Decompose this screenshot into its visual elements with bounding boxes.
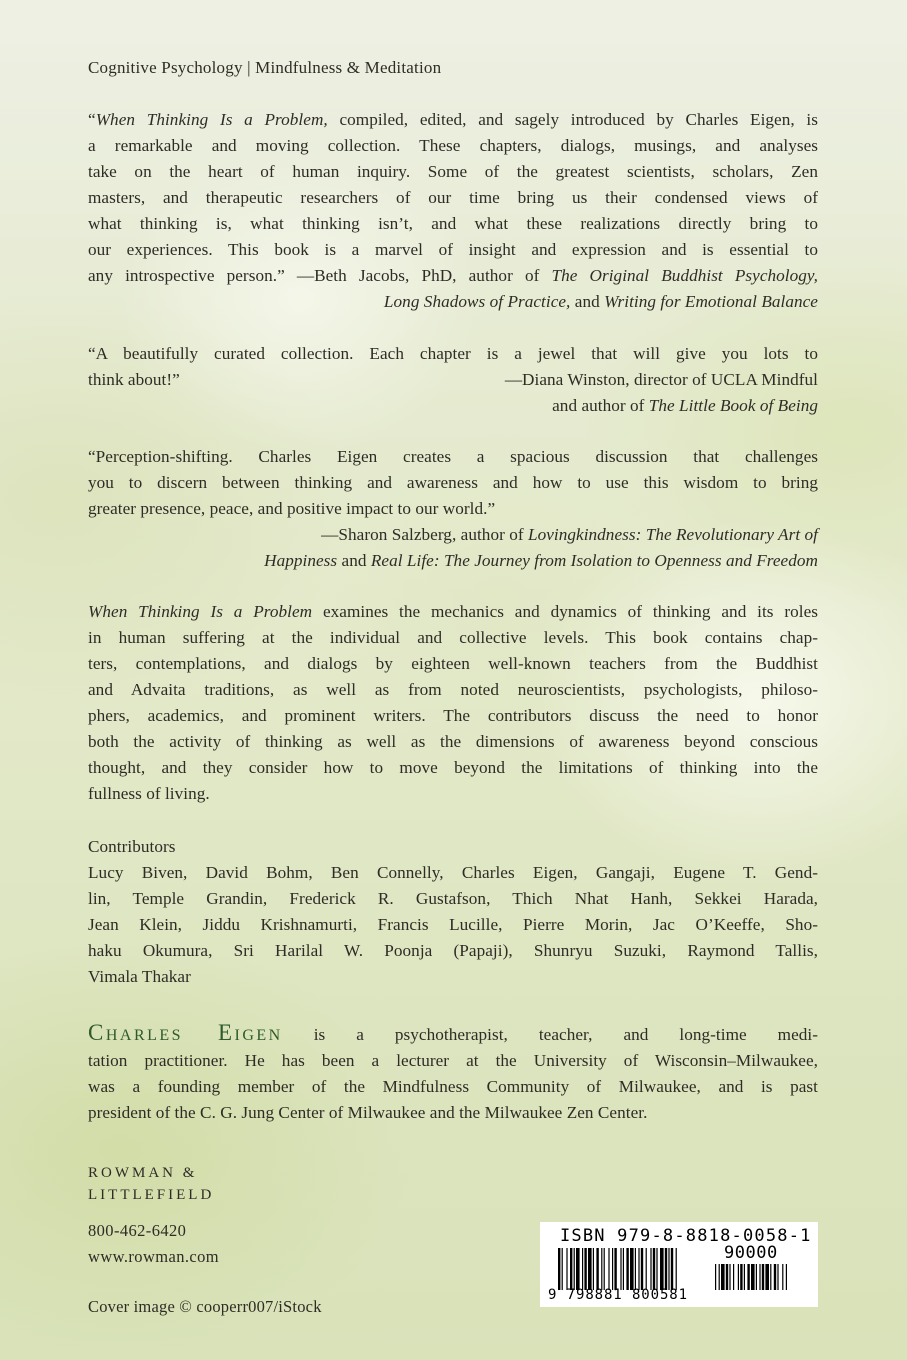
barcode-bar bbox=[665, 1248, 667, 1290]
barcode-addon-bar bbox=[759, 1264, 760, 1290]
publisher-phone: 800-462-6420 bbox=[88, 1221, 187, 1240]
barcode-bar bbox=[653, 1248, 655, 1290]
barcode-bar bbox=[638, 1248, 639, 1290]
bio-line: tation practitioner. He has been a lecturer at the University of Wisconsin–Milwaukee, bbox=[88, 1051, 818, 1070]
blurb-attribution: —Diana Winston, director of UCLA Mindful bbox=[504, 370, 818, 389]
barcode-addon-bar bbox=[719, 1264, 720, 1290]
isbn-barcode bbox=[540, 1222, 818, 1307]
blurb-line: “Perception-shifting. Charles Eigen creates a spacious discussion that challenges bbox=[88, 447, 818, 466]
blurb-attribution: Long Shadows of Practice, and Writing for Emotional Balance bbox=[383, 292, 818, 311]
bio-line: Charles Eigen is a psychotherapist, teacher, and long-time medi- bbox=[88, 1020, 819, 1045]
description-line: When Thinking Is a Problem examines the mechanics and dynamics of thinking and its roles bbox=[88, 602, 818, 621]
description-line: and Advaita traditions, as well as from noted neuroscientists, psychologists, philoso- bbox=[88, 680, 818, 699]
contributors-line: lin, Temple Grandin, Frederick R. Gustafson, Thich Nhat Hanh, Sekkei Harada, bbox=[88, 889, 818, 908]
barcode-bar bbox=[604, 1248, 605, 1290]
description-line: both the activity of thinking as well as the dimensions of awareness beyond conscious bbox=[88, 732, 818, 751]
barcode-bar bbox=[582, 1248, 583, 1290]
barcode-bar bbox=[570, 1248, 572, 1290]
blurb-line: “A beautifully curated collection. Each chapter is a jewel that will give you lots to bbox=[88, 344, 818, 363]
barcode-addon-bar bbox=[721, 1264, 725, 1290]
contributors-heading: Contributors bbox=[88, 837, 176, 856]
contributors-line: haku Okumura, Sri Harilal W. Poonja (Papaji), Shunryu Suzuki, Raymond Tallis, bbox=[88, 941, 818, 960]
contributors-line: Jean Klein, Jiddu Krishnamurti, Francis Lucille, Pierre Morin, Jac O’Keeffe, Sho- bbox=[88, 915, 818, 934]
barcode-bar bbox=[630, 1248, 634, 1290]
barcode-bar bbox=[558, 1248, 560, 1290]
publisher-website[interactable]: www.rowman.com bbox=[88, 1247, 220, 1266]
barcode-addon-bar bbox=[751, 1264, 755, 1290]
barcode-bar bbox=[612, 1248, 613, 1290]
blurb-attribution: Happiness and Real Life: The Journey from Isolation to Openness and Freedom bbox=[264, 551, 818, 570]
barcode-bar bbox=[566, 1248, 567, 1290]
blurb-attribution: —Sharon Salzberg, author of Lovingkindness: The Revolutionary Art of bbox=[321, 525, 818, 544]
barcode-bar bbox=[620, 1248, 621, 1290]
barcode-addon-bar bbox=[756, 1264, 757, 1290]
barcode-bar bbox=[596, 1248, 598, 1290]
blurb-line: any introspective person.” —Beth Jacobs, PhD, author of The Original Buddhist Psychology, bbox=[88, 266, 818, 285]
barcode-bar bbox=[668, 1248, 669, 1290]
blurb-line: our experiences. This book is a marvel of insight and expression and is essential to bbox=[88, 240, 818, 259]
barcode-bar bbox=[593, 1248, 594, 1290]
barcode-bar bbox=[656, 1248, 657, 1290]
blurb-line: masters, and therapeutic researchers of our time bring us their condensed views of bbox=[88, 188, 818, 207]
publisher-logo bbox=[88, 1162, 214, 1206]
barcode-bar bbox=[671, 1248, 673, 1290]
barcode-bar bbox=[676, 1248, 677, 1290]
barcode-bar bbox=[626, 1248, 628, 1290]
barcode-addon-bar bbox=[715, 1264, 716, 1290]
barcode-addon-bar bbox=[770, 1264, 771, 1290]
barcode-bar bbox=[650, 1248, 651, 1290]
barcode-bar bbox=[588, 1248, 592, 1290]
blurb-sharon-salzberg bbox=[88, 444, 818, 574]
barcode-addon-bar bbox=[729, 1264, 730, 1290]
description-line: phers, academics, and prominent writers. The contributors discuss the need to honor bbox=[88, 706, 818, 725]
isbn-label: ISBN 979-8-8818-0058-1 bbox=[560, 1226, 812, 1246]
contributors-section bbox=[88, 834, 818, 990]
barcode-addon-bar bbox=[744, 1264, 745, 1290]
blurb-diana-winston bbox=[88, 341, 818, 419]
barcode-addon-bar bbox=[786, 1264, 787, 1290]
contributors-line: Lucy Biven, David Bohm, Ben Connelly, Charles Eigen, Gangaji, Eugene T. Gend- bbox=[88, 863, 818, 882]
barcode-bar bbox=[614, 1248, 616, 1290]
blurb-line: “When Thinking Is a Problem, compiled, edited, and sagely introduced by Charles Eigen, is bbox=[88, 110, 818, 129]
barcode-bar bbox=[646, 1248, 647, 1290]
barcode-addon-bar bbox=[740, 1264, 742, 1290]
barcode-bar bbox=[635, 1248, 636, 1290]
barcode-bar bbox=[562, 1248, 563, 1290]
author-bio bbox=[88, 1018, 818, 1126]
barcode-addon-bar bbox=[765, 1264, 769, 1290]
barcode-bar bbox=[576, 1248, 580, 1290]
barcode-addon-bar bbox=[782, 1264, 783, 1290]
blurb-beth-jacobs bbox=[88, 107, 818, 315]
barcode-bar bbox=[608, 1248, 609, 1290]
barcode-bar bbox=[641, 1248, 643, 1290]
description-line: thought, and they consider how to move beyond the limitations of thinking into the bbox=[88, 758, 818, 777]
blurb-line: greater presence, peace, and positive impact to our world.” bbox=[88, 499, 496, 518]
description-line: fullness of living. bbox=[88, 784, 210, 803]
blurb-attribution: and author of The Little Book of Being bbox=[552, 396, 818, 415]
barcode-addon-bar bbox=[747, 1264, 749, 1290]
barcode-addon-bar bbox=[733, 1264, 734, 1290]
blurb-line: what thinking is, what thinking isn’t, and what these realizations directly bring to bbox=[88, 214, 818, 233]
book-description bbox=[88, 599, 818, 807]
barcode-addon-bar bbox=[774, 1264, 776, 1290]
author-name: Charles Eigen bbox=[88, 1020, 283, 1045]
barcode-addon-bar bbox=[777, 1264, 778, 1290]
blurb-line: a remarkable and moving collection. These chapters, dialogs, musings, and analyses bbox=[88, 136, 818, 155]
publisher-name-line2: LITTLEFIELD bbox=[88, 1187, 215, 1203]
barcode-bar bbox=[584, 1248, 586, 1290]
contributors-line: Vimala Thakar bbox=[88, 967, 191, 986]
blurb-line: you to discern between thinking and awareness and how to use this wisdom to bring bbox=[88, 473, 818, 492]
barcode-bar bbox=[660, 1248, 664, 1290]
blurb-line bbox=[88, 367, 818, 393]
blurb-text: think about!” bbox=[88, 370, 180, 389]
barcode-addon-digits: 90000 bbox=[724, 1243, 778, 1263]
bio-line: was a founding member of the Mindfulness Community of Milwaukee, and is past bbox=[88, 1077, 818, 1096]
category-line: Cognitive Psychology | Mindfulness & Meditation bbox=[88, 58, 442, 77]
bio-line: president of the C. G. Jung Center of Milwaukee and the Milwaukee Zen Center. bbox=[88, 1103, 648, 1122]
barcode-addon-bar bbox=[762, 1264, 764, 1290]
publisher-name-line1: ROWMAN & bbox=[88, 1165, 198, 1181]
barcode-addon-bar bbox=[738, 1264, 739, 1290]
barcode-digits: 9 798881 800581 bbox=[548, 1287, 688, 1303]
barcode-bar bbox=[623, 1248, 624, 1290]
barcode-addon-bar bbox=[726, 1264, 728, 1290]
description-line: in human suffering at the individual and collective levels. This book contains chap- bbox=[88, 628, 818, 647]
barcode-bar bbox=[601, 1248, 602, 1290]
cover-credit: Cover image © cooperr007/iStock bbox=[88, 1297, 322, 1316]
description-line: ters, contemplations, and dialogs by eighteen well-known teachers from the Buddhist bbox=[88, 654, 818, 673]
blurb-line: take on the heart of human inquiry. Some of the greatest scientists, scholars, Zen bbox=[88, 162, 818, 181]
barcode-bar bbox=[574, 1248, 575, 1290]
